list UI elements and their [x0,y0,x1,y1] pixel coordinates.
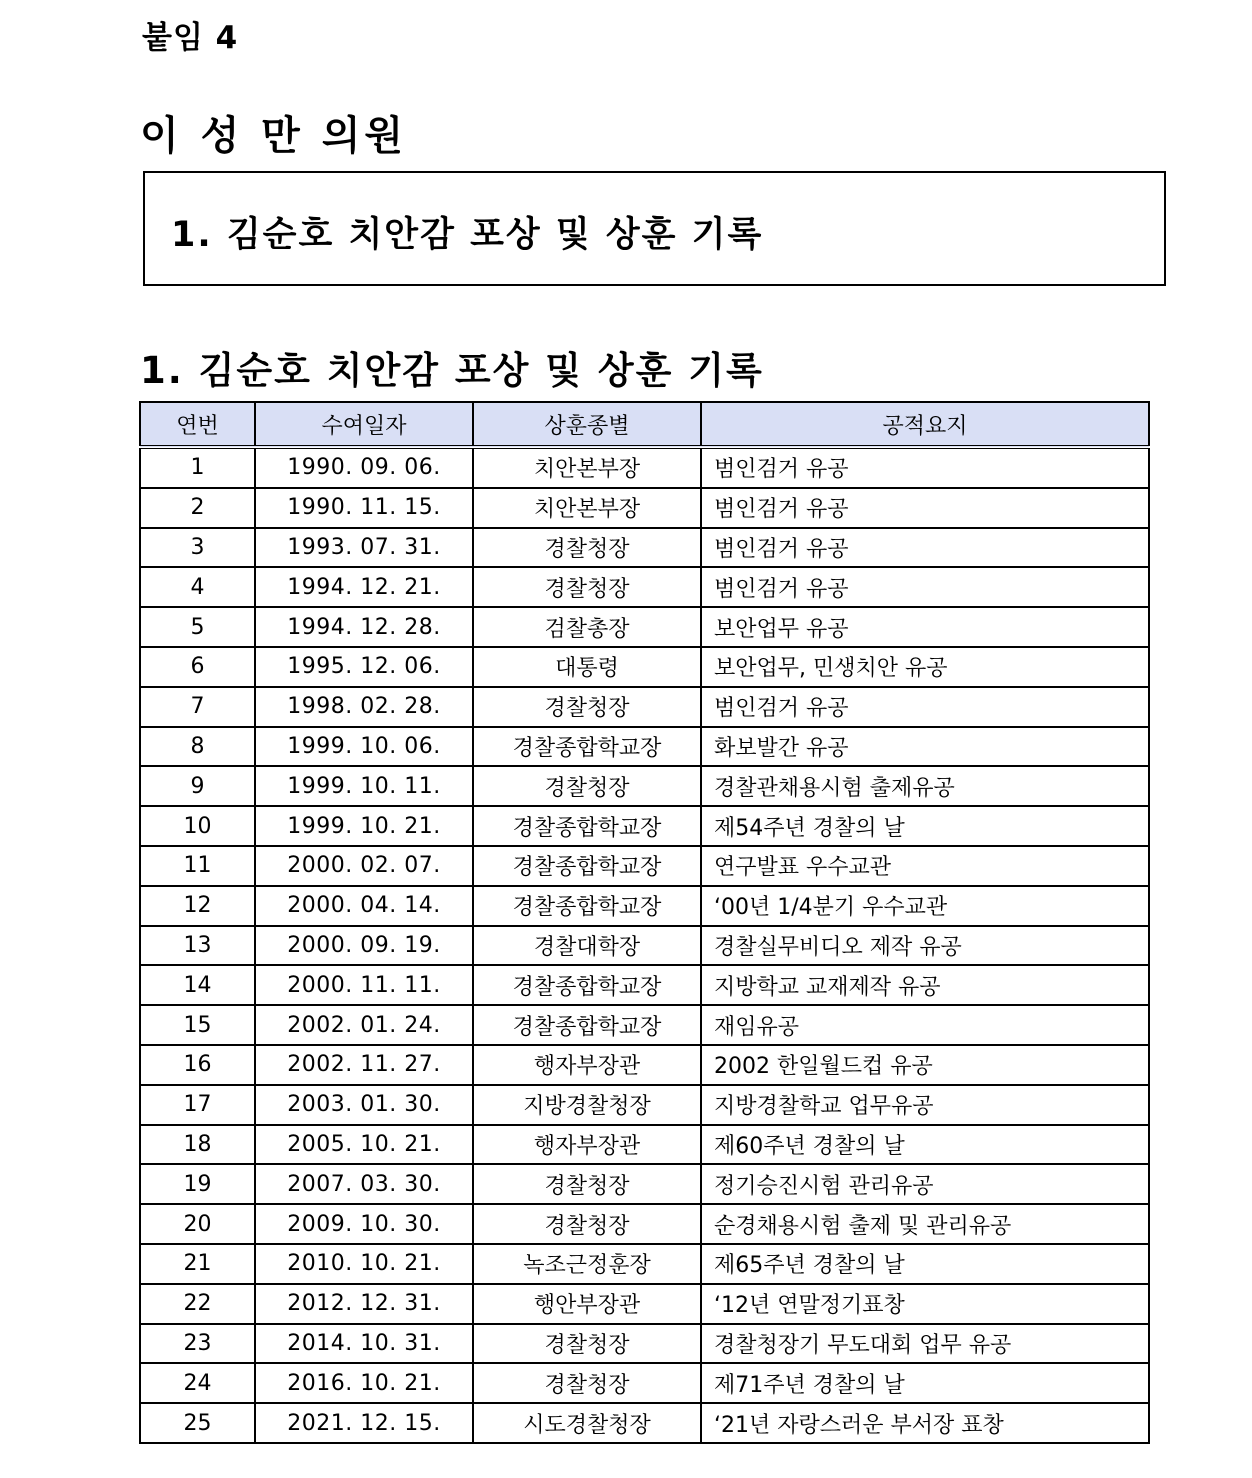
cell-date: 1993. 07. 31. [255,528,473,568]
cell-award-type: 시도경찰청장 [473,1403,701,1443]
cell-no: 18 [140,1125,255,1165]
cell-date: 1990. 11. 15. [255,488,473,528]
cell-date: 2010. 10. 21. [255,1244,473,1284]
header-award-type: 상훈종별 [473,402,701,447]
cell-no: 15 [140,1005,255,1045]
cell-award-type: 경찰청장 [473,1363,701,1403]
cell-no: 13 [140,926,255,966]
table-row [140,488,1149,528]
cell-award-type: 지방경찰청장 [473,1085,701,1125]
cell-no: 17 [140,1085,255,1125]
cell-award-type: 경찰청장 [473,687,701,727]
cell-date: 1999. 10. 11. [255,766,473,806]
cell-merit: ‘12년 연말정기표창 [701,1284,1149,1324]
cell-award-type: 경찰청장 [473,1204,701,1244]
cell-merit: 보안업무 유공 [701,607,1149,647]
cell-merit: 경찰실무비디오 제작 유공 [701,926,1149,966]
cell-no: 23 [140,1324,255,1364]
cell-merit: 범인검거 유공 [701,528,1149,568]
cell-no: 2 [140,488,255,528]
cell-date: 2000. 02. 07. [255,846,473,886]
cell-merit: 정기승진시험 관리유공 [701,1164,1149,1204]
table-row [140,687,1149,727]
cell-no: 10 [140,806,255,846]
cell-award-type: 치안본부장 [473,447,701,488]
cell-date: 2000. 09. 19. [255,926,473,966]
table-row [140,1284,1149,1324]
cell-award-type: 경찰청장 [473,766,701,806]
table-row [140,1125,1149,1165]
cell-award-type: 경찰대학장 [473,926,701,966]
cell-merit: 제54주년 경찰의 날 [701,806,1149,846]
cell-award-type: 치안본부장 [473,488,701,528]
cell-date: 2002. 11. 27. [255,1045,473,1085]
cell-date: 1999. 10. 06. [255,727,473,767]
table-row [140,1045,1149,1085]
cell-date: 1994. 12. 28. [255,607,473,647]
cell-date: 2012. 12. 31. [255,1284,473,1324]
cell-no: 11 [140,846,255,886]
cell-merit: 연구발표 우수교관 [701,846,1149,886]
cell-award-type: 경찰종합학교장 [473,727,701,767]
cell-merit: 순경채용시험 출제 및 관리유공 [701,1204,1149,1244]
table-row [140,1363,1149,1403]
cell-merit: 화보발간 유공 [701,727,1149,767]
cell-no: 24 [140,1363,255,1403]
cell-award-type: 행안부장관 [473,1284,701,1324]
cell-award-type: 경찰청장 [473,1164,701,1204]
cell-award-type: 경찰종합학교장 [473,965,701,1005]
cell-date: 1990. 09. 06. [255,447,473,488]
member-name: 이 성 만 의원 [140,113,407,159]
header-merit: 공적요지 [701,402,1149,447]
table-row [140,1085,1149,1125]
cell-merit: 범인검거 유공 [701,687,1149,727]
cell-merit: 제71주년 경찰의 날 [701,1363,1149,1403]
table-row [140,607,1149,647]
box-title: 1. 김순호 치안감 포상 및 상훈 기록 [171,215,764,255]
cell-date: 1998. 02. 28. [255,687,473,727]
cell-no: 7 [140,687,255,727]
cell-date: 1995. 12. 06. [255,647,473,687]
cell-award-type: 경찰청장 [473,1324,701,1364]
cell-no: 16 [140,1045,255,1085]
table-row [140,1164,1149,1204]
table-row [140,1403,1149,1443]
cell-no: 9 [140,766,255,806]
cell-award-type: 경찰종합학교장 [473,846,701,886]
header-date: 수여일자 [255,402,473,447]
cell-merit: 보안업무, 민생치안 유공 [701,647,1149,687]
cell-no: 3 [140,528,255,568]
cell-merit: 범인검거 유공 [701,567,1149,607]
cell-date: 1999. 10. 21. [255,806,473,846]
cell-no: 20 [140,1204,255,1244]
cell-merit: ‘00년 1/4분기 우수교관 [701,886,1149,926]
cell-merit: 경찰관채용시험 출제유공 [701,766,1149,806]
cell-merit: 지방경찰학교 업무유공 [701,1085,1149,1125]
cell-date: 2000. 04. 14. [255,886,473,926]
awards-table [139,401,1150,1444]
cell-no: 21 [140,1244,255,1284]
table-row [140,447,1149,488]
cell-no: 14 [140,965,255,1005]
table-row [140,528,1149,568]
cell-date: 2007. 03. 30. [255,1164,473,1204]
cell-award-type: 행자부장관 [473,1045,701,1085]
cell-no: 1 [140,447,255,488]
cell-date: 2000. 11. 11. [255,965,473,1005]
table-row [140,567,1149,607]
cell-date: 2016. 10. 21. [255,1363,473,1403]
table-row [140,1005,1149,1045]
cell-award-type: 검찰총장 [473,607,701,647]
cell-no: 8 [140,727,255,767]
cell-date: 1994. 12. 21. [255,567,473,607]
table-row [140,926,1149,966]
cell-no: 12 [140,886,255,926]
cell-award-type: 경찰종합학교장 [473,1005,701,1045]
cell-award-type: 경찰청장 [473,567,701,607]
table-header-row [140,402,1149,447]
cell-merit: 제65주년 경찰의 날 [701,1244,1149,1284]
cell-merit: ‘21년 자랑스러운 부서장 표창 [701,1403,1149,1443]
cell-merit: 범인검거 유공 [701,447,1149,488]
cell-merit: 제60주년 경찰의 날 [701,1125,1149,1165]
cell-merit: 범인검거 유공 [701,488,1149,528]
table-row [140,1324,1149,1364]
table-row [140,806,1149,846]
table-row [140,1244,1149,1284]
section-title: 1. 김순호 치안감 포상 및 상훈 기록 [140,349,764,392]
table-row [140,1204,1149,1244]
table-row [140,647,1149,687]
cell-award-type: 행자부장관 [473,1125,701,1165]
table-row [140,886,1149,926]
cell-no: 6 [140,647,255,687]
cell-date: 2014. 10. 31. [255,1324,473,1364]
cell-date: 2021. 12. 15. [255,1403,473,1443]
cell-date: 2005. 10. 21. [255,1125,473,1165]
attachment-label: 붙임 4 [142,20,239,56]
cell-award-type: 경찰종합학교장 [473,806,701,846]
cell-merit: 지방학교 교재제작 유공 [701,965,1149,1005]
cell-date: 2002. 01. 24. [255,1005,473,1045]
title-box [143,171,1166,286]
table-row [140,965,1149,1005]
cell-merit: 2002 한일월드컵 유공 [701,1045,1149,1085]
table-row [140,727,1149,767]
cell-date: 2009. 10. 30. [255,1204,473,1244]
cell-no: 4 [140,567,255,607]
cell-no: 19 [140,1164,255,1204]
table-row [140,846,1149,886]
cell-no: 25 [140,1403,255,1443]
cell-no: 22 [140,1284,255,1324]
cell-merit: 재임유공 [701,1005,1149,1045]
cell-award-type: 대통령 [473,647,701,687]
cell-award-type: 녹조근정훈장 [473,1244,701,1284]
cell-award-type: 경찰종합학교장 [473,886,701,926]
table-row [140,766,1149,806]
cell-no: 5 [140,607,255,647]
cell-date: 2003. 01. 30. [255,1085,473,1125]
cell-merit: 경찰청장기 무도대회 업무 유공 [701,1324,1149,1364]
cell-award-type: 경찰청장 [473,528,701,568]
header-no: 연번 [140,402,255,447]
